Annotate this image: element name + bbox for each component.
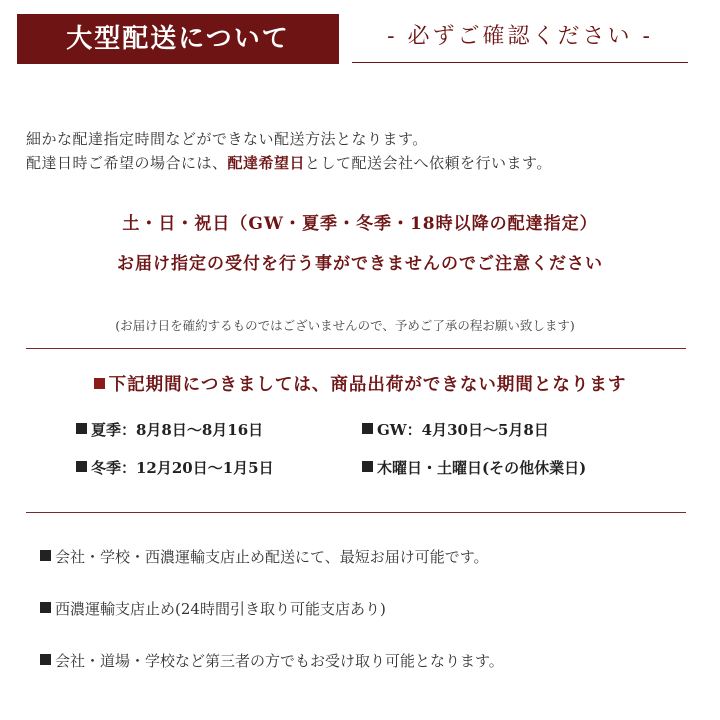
option-text: 会社・道場・学校など第三者の方でもお受け取り可能となります。 <box>55 652 504 670</box>
period-item-gw <box>362 419 549 440</box>
period-item-text: 夏季：8月8日〜8月16日 <box>91 421 264 439</box>
square-bullet-icon <box>40 550 51 561</box>
square-bullet-icon <box>76 461 87 472</box>
warning-line-2: お届け指定の受付を行う事ができませんのでご注意ください <box>117 254 603 274</box>
divider-bottom <box>26 512 686 513</box>
square-bullet-icon <box>362 461 373 472</box>
option-item-1 <box>40 546 489 567</box>
square-bullet-icon <box>40 654 51 665</box>
subtitle-underline <box>352 62 688 63</box>
intro-line-2 <box>26 152 716 173</box>
period-item-weekdays <box>362 457 586 478</box>
square-bullet-icon <box>362 423 373 434</box>
option-text: 会社・学校・西濃運輸支店止め配送にて、最短お届け可能です。 <box>55 548 489 566</box>
intro-line-2-pre: 配達日時ご希望の場合には、 <box>26 154 228 172</box>
period-item-text: GW：4月30日〜5月8日 <box>377 421 549 439</box>
period-item-text: 木曜日・土曜日(その他休業日) <box>377 459 587 477</box>
square-bullet-icon <box>40 602 51 613</box>
page-subtitle: - 必ずご確認ください - <box>387 24 653 49</box>
warning-line-1: 土・日・祝日（GW・夏季・冬季・18時以降の配達指定） <box>122 214 598 234</box>
option-item-3 <box>40 650 504 671</box>
period-item-summer <box>76 419 263 440</box>
period-item-winter <box>76 457 274 478</box>
divider-top <box>26 348 686 349</box>
disclaimer-note: (お届け日を確約するものではございませんので、予めご了承の程お願い致します) <box>115 318 575 333</box>
page-title: 大型配送について <box>17 14 339 64</box>
intro-line-2-post: として配送会社へ依頼を行います。 <box>305 154 552 172</box>
no-shipping-heading-text: 下記期間につきましては、商品出荷ができない期間となります <box>108 375 627 395</box>
option-item-2 <box>40 598 386 619</box>
square-bullet-icon <box>94 378 105 389</box>
square-bullet-icon <box>76 423 87 434</box>
intro-line-1: 細かな配達指定時間などができない配送方法となります。 <box>26 130 428 148</box>
option-text: 西濃運輸支店止め(24時間引き取り可能支店あり) <box>55 600 386 618</box>
no-shipping-heading <box>0 371 720 396</box>
intro-line-2-emphasis: 配達希望日 <box>227 154 306 172</box>
period-item-text: 冬季：12月20日〜1月5日 <box>91 459 274 477</box>
